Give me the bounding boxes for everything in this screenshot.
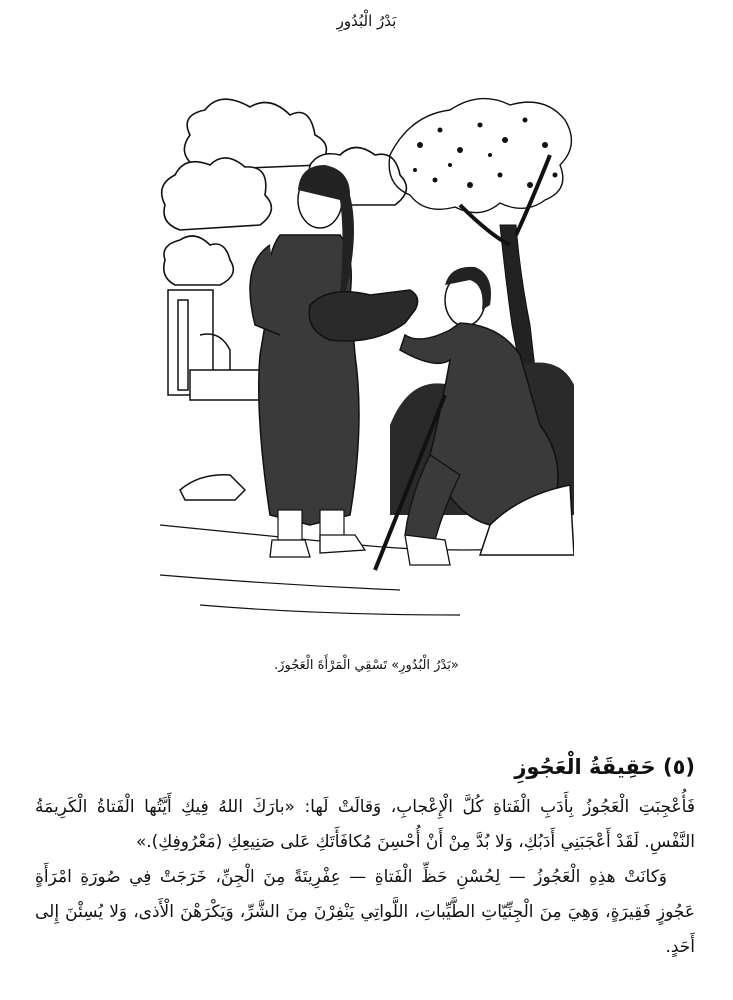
- illustration: [160, 95, 574, 630]
- body-text: [35, 790, 695, 965]
- running-head: بَدْرُ الْبُدُورِ: [336, 12, 397, 30]
- illustration-drawing: [160, 95, 574, 630]
- water-jug: [309, 290, 417, 341]
- girl-figure: [250, 165, 365, 557]
- figure-caption: «بَدْرُ الْبُدُورِ» تَسْقِي الْمَرْأَةَ الْعَجُوزَ.: [274, 658, 459, 673]
- section-heading: (٥) حَقِيقَةُ الْعَجُوزِ: [514, 755, 695, 780]
- paragraph-2: وَكانَتْ هذِهِ الْعَجُوزُ — لِحُسْنِ حَظِّ الْفَتاةِ — عِفْرِيتَةً مِنَ الْجِنِّ، خَرَجَتْ فِي صُورَةِ امْرَأَةٍ عَجُوزٍ فَقِيرَةٍ، وَهِيَ مِنَ الْجِنِّيّاتِ الطَّيِّباتِ، اللَّواتِي يَنْفِرْنَ مِنَ الشَّرِّ، وَيَكْرَهْنَ الْأَذى، وَلا يُسِئْنَ إِلى أَحَدٍ.: [35, 867, 695, 957]
- rock: [180, 475, 245, 500]
- paragraph-1: فَأُعْجِبَتِ الْعَجُوزُ بِأَدَبِ الْفَتاةِ كُلَّ الْإِعْجابِ، وَقالَتْ لَها: «بارَكَ اللهُ فِيكِ أَيَّتُها الْفَتاةُ الْكَرِيمَةُ النَّفْسِ. لَقَدْ أَعْجَبَنِي أَدَبُكِ، وَلا بُدَّ مِنْ أَنْ أُحْسِنَ مُكافَأَتَكِ عَلى صَنِيعِكِ (مَعْرُوفِكِ).»: [35, 797, 695, 852]
- fountain: [168, 290, 260, 400]
